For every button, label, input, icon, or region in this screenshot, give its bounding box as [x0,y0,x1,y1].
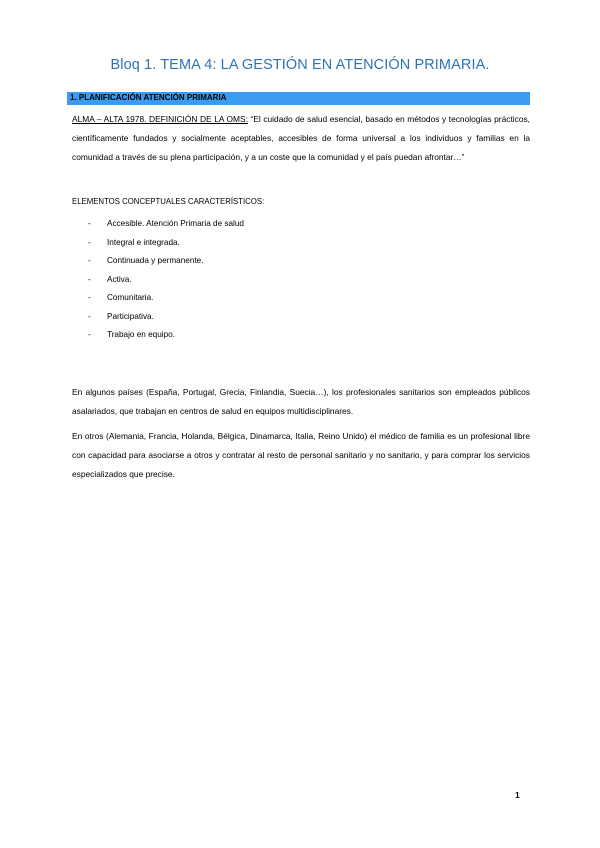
bullet-dash: - [88,256,91,265]
list-item [88,219,244,238]
list-item-text: Activa. [107,274,132,284]
section-heading-bar [67,92,530,105]
paragraph-employed-countries: En algunos países (España, Portugal, Grecia, Finlandia, Suecia…), los profesionales sanitarios son empleados públicos asalariados, que trabajan en centros de salud en equipos multidisciplinares. [72,387,530,416]
elements-heading: ELEMENTOS CONCEPTUALES CARACTERÍSTICOS: [72,197,265,206]
list-item [88,293,244,312]
bullet-dash: - [88,274,91,284]
page-number: 1 [515,790,520,800]
list-item-text: Comunitaria. [107,293,154,302]
list-item [88,256,244,275]
definition-lead: ALMA – ALTA 1978. DEFINICIÓN DE LA OMS: [72,114,248,124]
list-item-text: Continuada y permanente. [107,256,204,265]
bullet-dash: - [88,293,91,302]
bullet-dash: - [88,330,91,339]
paragraph-free-professional-countries: En otros (Alemania, Francia, Holanda, Bélgica, Dinamarca, Italia, Reino Unido) el médico de familia es un profesional libre con capacidad para asociarse a otros y contratar al resto de personal sanitario y no sanitario, y para comprar los servicios especializados que precise. [72,431,530,479]
definition-paragraph [72,110,530,167]
list-item [88,275,244,294]
list-item-text: Participativa. [107,311,154,321]
bullet-dash: - [88,237,91,247]
list-item [88,238,244,257]
section-heading: 1. PLANIFICACIÓN ATENCIÓN PRIMARIA [70,93,227,102]
definition-text: “El cuidado de salud esencial, basado en métodos y tecnologías prácticos, científicamente fundados y socialmente aceptables, accesibles de forma universal a los individuos y familias en la comunidad a través de su plena participación, y a un coste que la comunidad y el país puedan afrontar…” [72,114,530,162]
list-item [88,330,244,349]
list-item-text: Integral e integrada. [107,237,180,247]
page-title: Bloq 1. TEMA 4: LA GESTIÓN EN ATENCIÓN PRIMARIA. [110,57,490,73]
list-item [88,312,244,331]
bullet-dash: - [88,219,91,228]
elements-list [88,219,244,349]
bullet-dash: - [88,311,91,321]
list-item-text: Accesible. Atención Primaria de salud [107,219,244,228]
list-item-text: Trabajo en equipo. [107,330,175,339]
